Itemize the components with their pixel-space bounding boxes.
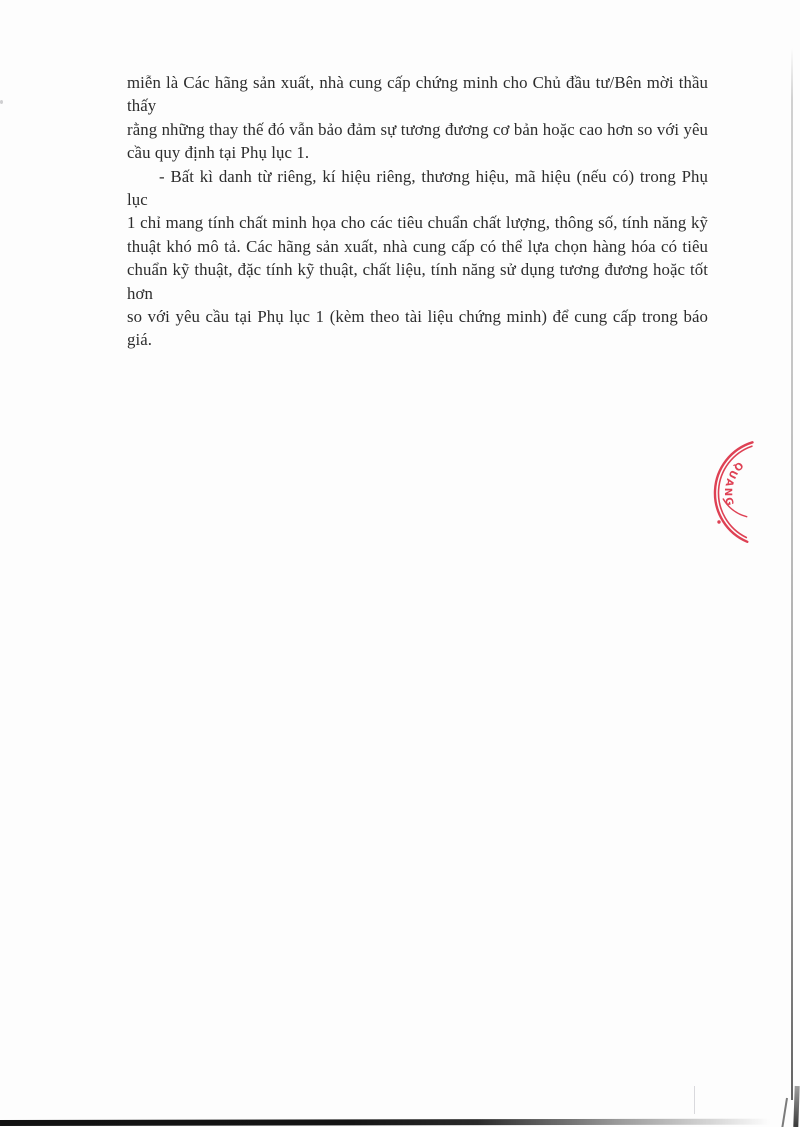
paragraph-line: 1 chỉ mang tính chất minh họa cho các tiêu chuẩn chất lượng, thông số, tính năng kỹ	[127, 213, 708, 233]
scan-right-edge-line	[791, 48, 793, 1100]
paragraph-line: rằng những thay thế đó vẫn bảo đảm sự tương đương cơ bản hoặc cao hơn so với yêu	[127, 119, 708, 139]
paragraph-line: miễn là Các hãng sản xuất, nhà cung cấp chứng minh cho Chủ đầu tư/Bên mời thầu thấy	[127, 73, 708, 116]
scan-corner-mark	[793, 1086, 799, 1127]
document-text-block	[127, 71, 708, 352]
paragraph-line: cầu quy định tại Phụ lục 1.	[127, 143, 310, 163]
paragraph-line: chuẩn kỹ thuật, đặc tính kỹ thuật, chất liệu, tính năng sử dụng tương đương hoặc tốt hơn	[127, 260, 708, 303]
paragraph-continuation	[127, 71, 708, 165]
scan-bottom-edge-bar	[0, 1119, 770, 1126]
stamp-dot	[717, 520, 720, 523]
paragraph-bullet	[127, 165, 708, 352]
scan-crease-line	[694, 1086, 695, 1114]
paragraph-line: so với yêu cầu tại Phụ lục 1 (kèm theo tài liệu chứng minh) để cung cấp trong báo giá.	[127, 307, 708, 350]
red-circular-stamp-partial	[695, 425, 800, 555]
paragraph-line: thuật khó mô tả. Các hãng sản xuất, nhà cung cấp có thể lựa chọn hàng hóa có tiêu	[127, 236, 708, 256]
stamp-text: QUANG	[722, 459, 745, 509]
scan-speck	[0, 100, 3, 104]
paragraph-line: - Bất kì danh từ riêng, kí hiệu riêng, thương hiệu, mã hiệu (nếu có) trong Phụ lục	[127, 166, 708, 210]
scan-right-edge-bend	[781, 1098, 788, 1127]
